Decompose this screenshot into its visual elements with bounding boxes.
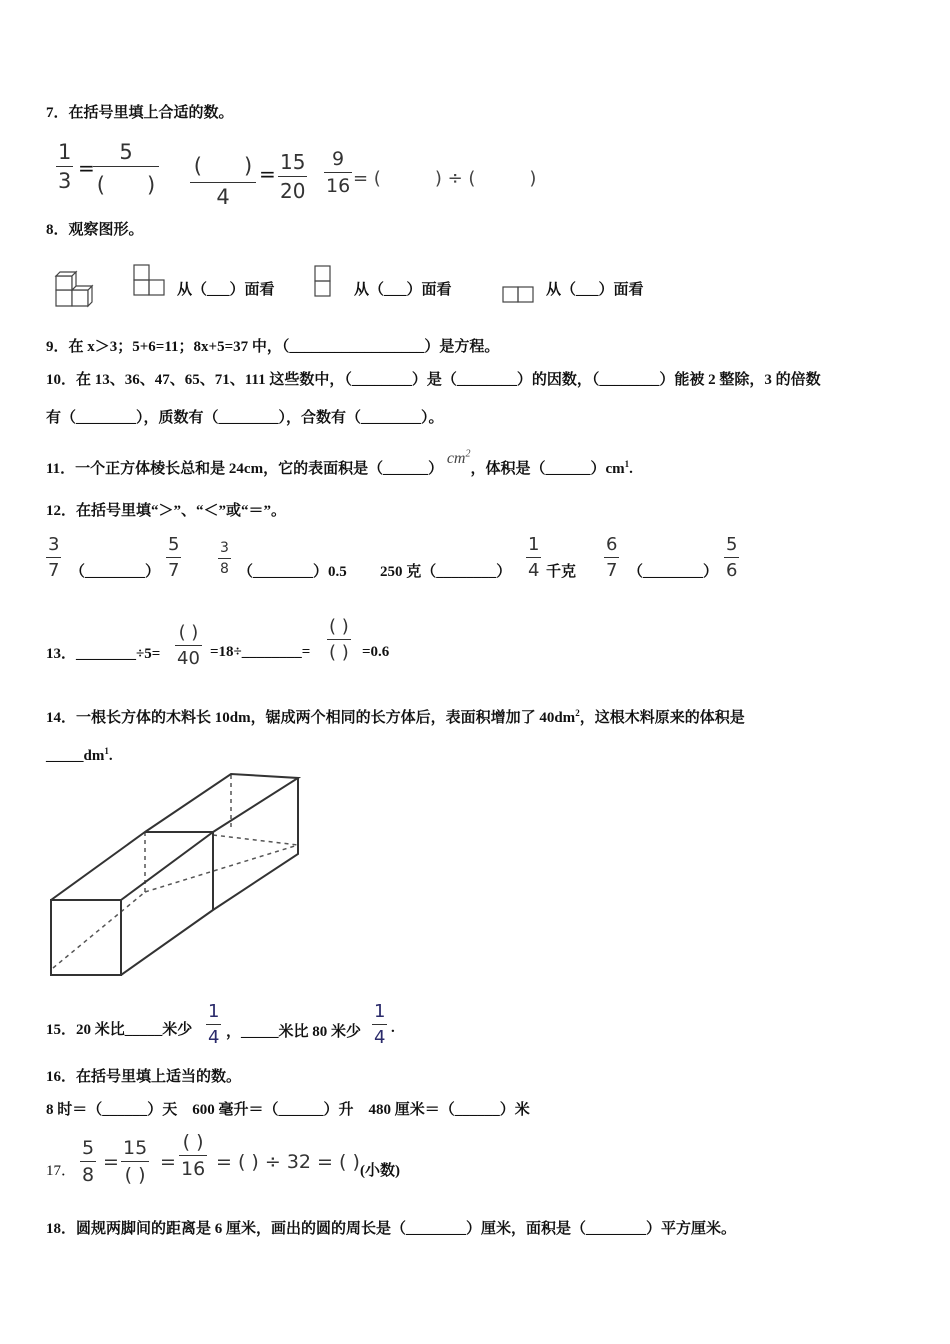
q12-blank-2: （________）0.5: [238, 564, 347, 580]
q17-fraction-2: 15 ( ): [123, 1137, 148, 1186]
q9-prompt: 9．在 x＞3；5+6=11；8x+5=37 中，（__________________）是方程。: [46, 339, 500, 355]
q7-division-blanks: = ( ) ÷ ( ): [353, 168, 537, 189]
q12-kilogram-label: 千克: [546, 564, 577, 580]
q12-fraction-c: 3 8: [220, 540, 229, 577]
q12-fraction-f: 5 6: [726, 534, 738, 581]
q17-fraction-3: ( ) 16: [181, 1131, 206, 1180]
q12-fraction-e: 6 7: [606, 534, 618, 581]
q12-fraction-a: 3 7: [48, 534, 60, 581]
q15-expr-a: 15．20 米比_____米少: [46, 1022, 193, 1038]
q8-view-figure-1: [133, 264, 167, 298]
q7-fraction-4: 15 20: [280, 150, 306, 203]
q17-equals-1: =: [103, 1151, 119, 1173]
q13-fraction-2: ( ) ( ): [329, 616, 349, 663]
q8-view-figure-2: [313, 265, 333, 299]
q14-line-1: 14．一根长方体的木料长 10dm，锯成两个相同的长方体后，表面积增加了 $40dm^2$，这根木料原来的体积是: [46, 708, 745, 726]
q17-fraction-1: 5 8: [82, 1137, 95, 1186]
q12-fraction-d: 1 4: [528, 534, 540, 581]
q18-prompt: 18．圆规两脚间的距离是 6 厘米，画出的圆的周长是（________）厘米，面积是（________）平方厘米。: [46, 1221, 737, 1237]
q8-view-label-3: 从（___）面看: [546, 282, 644, 298]
q12-fraction-b: 5 7: [168, 534, 180, 581]
q11-prompt: 11．一个正方体棱长总和是 24cm，它的表面积是（______） $cm^2$，体积是$(\_\_\_\_\_\_)cm^1$.: [46, 448, 633, 477]
q13-expr-a: 13．________÷5=: [46, 646, 161, 662]
q13-fraction-1: ( ) 40: [177, 622, 200, 669]
q17-division-chain: = ( ) ÷ 32 = ( ): [216, 1151, 360, 1173]
q7-equals-1: =: [78, 156, 95, 180]
q17-equals-2: =: [160, 1151, 176, 1173]
q7-fraction-5: 9 16: [326, 148, 351, 197]
q17-decimal-note: (小数): [360, 1163, 400, 1179]
q7-fraction-1: 1 3: [58, 140, 72, 193]
q8-view-label-2: 从（___）面看: [354, 282, 452, 298]
q14-cuboid-figure: [45, 770, 305, 980]
q8-view-label-1: 从（___）面看: [177, 282, 275, 298]
q12-compare-d-head: 250 克（________）: [380, 564, 512, 580]
q7-fraction-2: 5 ( ): [93, 140, 159, 199]
q15-fraction-1: 1 4: [208, 1001, 220, 1048]
q8-prompt: 8．观察图形。: [46, 222, 144, 238]
q15-period: .: [391, 1020, 395, 1036]
q7-prompt: 7．在括号里填上合适的数。: [46, 105, 234, 121]
q7-equals-2: =: [259, 162, 276, 186]
q15-expr-b: ，_____米比 80 米少: [226, 1024, 362, 1040]
q12-blank-1: （________）: [70, 564, 161, 580]
q8-cube-stack-figure: [52, 268, 96, 310]
q11-unit-cm2: $cm^2$: [446, 448, 471, 467]
q13-expr-c: =0.6: [362, 644, 390, 660]
q15-fraction-2: 1 4: [374, 1001, 386, 1048]
q12-prompt: 12．在括号里填“＞”、“＜”或“＝”。: [46, 503, 287, 519]
q12-blank-4: （________）: [628, 564, 719, 580]
q17-number: 17．: [46, 1163, 77, 1179]
q7-fraction-3: ( ) 4: [190, 150, 256, 209]
q10-line-1: 10．在 13、36、47、65、71、111 这些数中，（________）是（________）的因数，（________）能被 2 整除，3 的倍数: [46, 372, 821, 388]
q10-line-2: 有（________），质数有（________），合数有（________）。: [46, 410, 444, 426]
q16-prompt: 16．在括号里填上适当的数。: [46, 1069, 242, 1085]
q14-line-2: $\_\_\_\_\_dm^1$.: [46, 746, 113, 764]
q8-view-figure-3: [502, 286, 536, 304]
q16-conversions: 8 时＝（______）天 600 毫升＝（______）升 480 厘米＝（______）米: [46, 1102, 530, 1118]
q13-expr-b: =18÷________=: [210, 644, 311, 660]
